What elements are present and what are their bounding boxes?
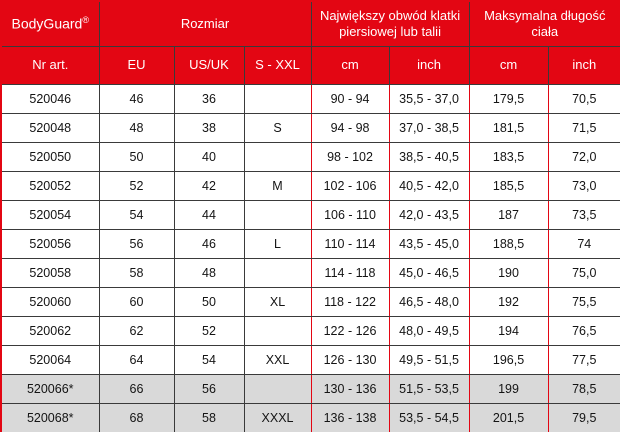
eu-cell: 56: [99, 229, 174, 258]
chest-inch-cell: 35,5 - 37,0: [389, 84, 469, 113]
chest-inch-cell: 38,5 - 40,5: [389, 142, 469, 171]
art-cell: 520056: [1, 229, 99, 258]
art-cell: 520064: [1, 345, 99, 374]
chest-inch-cell: 40,5 - 42,0: [389, 171, 469, 200]
chest-cm-cell: 118 - 122: [311, 287, 389, 316]
length-inch-cell: 78,5: [548, 374, 620, 403]
col-header-usuk: US/UK: [174, 46, 244, 84]
size-cell: [244, 374, 311, 403]
length-inch-cell: 76,5: [548, 316, 620, 345]
length-cm-cell: 194: [469, 316, 548, 345]
registered-mark: ®: [82, 14, 89, 25]
length-inch-cell: 73,0: [548, 171, 620, 200]
table-row: [1, 171, 620, 200]
art-cell: 520062: [1, 316, 99, 345]
chest-cm-cell: 126 - 130: [311, 345, 389, 374]
chest-cm-cell: 98 - 102: [311, 142, 389, 171]
eu-cell: 52: [99, 171, 174, 200]
table-row: [1, 113, 620, 142]
col-header-chest-cm: cm: [311, 46, 389, 84]
chest-cm-cell: 110 - 114: [311, 229, 389, 258]
length-cm-cell: 196,5: [469, 345, 548, 374]
chest-cm-cell: 102 - 106: [311, 171, 389, 200]
col-header-length-cm: cm: [469, 46, 548, 84]
col-header-chest-inch: inch: [389, 46, 469, 84]
length-cm-cell: 181,5: [469, 113, 548, 142]
size-cell: XL: [244, 287, 311, 316]
chest-inch-cell: 49,5 - 51,5: [389, 345, 469, 374]
chest-cm-cell: 136 - 138: [311, 403, 389, 432]
table-row-highlighted: [1, 403, 620, 432]
table-row: [1, 142, 620, 171]
chest-inch-cell: 53,5 - 54,5: [389, 403, 469, 432]
length-inch-cell: 75,5: [548, 287, 620, 316]
usuk-cell: 58: [174, 403, 244, 432]
art-cell: 520054: [1, 200, 99, 229]
size-cell: XXL: [244, 345, 311, 374]
length-inch-cell: 70,5: [548, 84, 620, 113]
length-cm-cell: 187: [469, 200, 548, 229]
size-cell: [244, 200, 311, 229]
table-row: [1, 229, 620, 258]
usuk-cell: 48: [174, 258, 244, 287]
size-cell: [244, 258, 311, 287]
art-cell: 520068*: [1, 403, 99, 432]
eu-cell: 54: [99, 200, 174, 229]
length-cm-cell: 185,5: [469, 171, 548, 200]
length-cm-cell: 199: [469, 374, 548, 403]
eu-cell: 50: [99, 142, 174, 171]
length-inch-cell: 73,5: [548, 200, 620, 229]
length-cm-cell: 188,5: [469, 229, 548, 258]
col-header-length-inch: inch: [548, 46, 620, 84]
eu-cell: 62: [99, 316, 174, 345]
group-header-length: Maksymalna długość ciała: [469, 1, 620, 46]
eu-cell: 66: [99, 374, 174, 403]
length-inch-cell: 71,5: [548, 113, 620, 142]
chest-cm-cell: 122 - 126: [311, 316, 389, 345]
eu-cell: 48: [99, 113, 174, 142]
table-row-highlighted: [1, 374, 620, 403]
art-cell: 520060: [1, 287, 99, 316]
length-inch-cell: 79,5: [548, 403, 620, 432]
usuk-cell: 56: [174, 374, 244, 403]
table-row: [1, 316, 620, 345]
table-row: [1, 200, 620, 229]
size-cell: L: [244, 229, 311, 258]
col-header-eu: EU: [99, 46, 174, 84]
usuk-cell: 36: [174, 84, 244, 113]
chest-inch-cell: 51,5 - 53,5: [389, 374, 469, 403]
chest-inch-cell: 45,0 - 46,5: [389, 258, 469, 287]
chest-inch-cell: 43,5 - 45,0: [389, 229, 469, 258]
chest-inch-cell: 42,0 - 43,5: [389, 200, 469, 229]
size-cell: [244, 142, 311, 171]
length-cm-cell: 183,5: [469, 142, 548, 171]
eu-cell: 58: [99, 258, 174, 287]
art-cell: 520066*: [1, 374, 99, 403]
chest-cm-cell: 130 - 136: [311, 374, 389, 403]
usuk-cell: 38: [174, 113, 244, 142]
size-cell: XXXL: [244, 403, 311, 432]
usuk-cell: 46: [174, 229, 244, 258]
table-row: [1, 287, 620, 316]
length-cm-cell: 192: [469, 287, 548, 316]
chest-cm-cell: 106 - 110: [311, 200, 389, 229]
col-header-art: Nr art.: [1, 46, 99, 84]
eu-cell: 60: [99, 287, 174, 316]
eu-cell: 46: [99, 84, 174, 113]
length-inch-cell: 74: [548, 229, 620, 258]
length-cm-cell: 179,5: [469, 84, 548, 113]
chest-inch-cell: 46,5 - 48,0: [389, 287, 469, 316]
usuk-cell: 52: [174, 316, 244, 345]
chest-inch-cell: 37,0 - 38,5: [389, 113, 469, 142]
header-group-row: [1, 1, 620, 46]
col-header-size-range: S - XXL: [244, 46, 311, 84]
length-inch-cell: 72,0: [548, 142, 620, 171]
eu-cell: 68: [99, 403, 174, 432]
usuk-cell: 42: [174, 171, 244, 200]
table-row: [1, 258, 620, 287]
art-cell: 520046: [1, 84, 99, 113]
brand-logo: [1, 1, 99, 46]
chest-inch-cell: 48,0 - 49,5: [389, 316, 469, 345]
size-cell: [244, 316, 311, 345]
length-cm-cell: 201,5: [469, 403, 548, 432]
art-cell: 520058: [1, 258, 99, 287]
brand-name: BodyGuard: [11, 15, 83, 32]
usuk-cell: 50: [174, 287, 244, 316]
length-inch-cell: 77,5: [548, 345, 620, 374]
chest-cm-cell: 90 - 94: [311, 84, 389, 113]
usuk-cell: 40: [174, 142, 244, 171]
art-cell: 520048: [1, 113, 99, 142]
art-cell: 520050: [1, 142, 99, 171]
group-header-size: Rozmiar: [99, 1, 311, 46]
usuk-cell: 54: [174, 345, 244, 374]
header-sub-row: [1, 46, 620, 84]
length-cm-cell: 190: [469, 258, 548, 287]
chest-cm-cell: 94 - 98: [311, 113, 389, 142]
art-cell: 520052: [1, 171, 99, 200]
size-cell: [244, 84, 311, 113]
table-row: [1, 84, 620, 113]
size-cell: S: [244, 113, 311, 142]
table-row: [1, 345, 620, 374]
chest-cm-cell: 114 - 118: [311, 258, 389, 287]
size-cell: M: [244, 171, 311, 200]
group-header-chest: Największy obwód klatki piersiowej lub talii: [311, 1, 469, 46]
eu-cell: 64: [99, 345, 174, 374]
usuk-cell: 44: [174, 200, 244, 229]
length-inch-cell: 75,0: [548, 258, 620, 287]
